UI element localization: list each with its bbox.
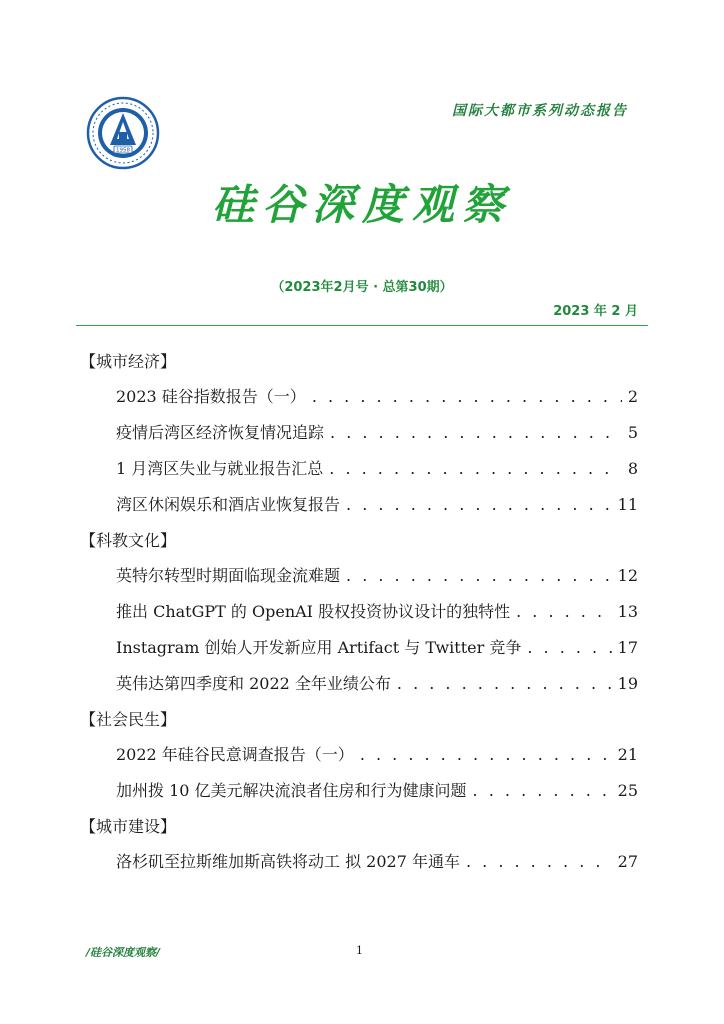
table-of-contents (80, 344, 638, 880)
toc-leader-dots (329, 451, 622, 487)
toc-entry-page: 27 (617, 852, 638, 871)
logo-year: 1958 (116, 147, 130, 154)
toc-leader-dots (346, 558, 612, 594)
toc-entry-title: 加州拨 10 亿美元解决流浪者住房和行为健康问题 (116, 781, 467, 800)
toc-entry-page: 13 (617, 602, 638, 621)
toc-section-heading: 【社会民生】 (80, 710, 177, 729)
toc-leader-dots (397, 666, 612, 702)
toc-entry-title: 湾区休闲娱乐和酒店业恢复报告 (116, 495, 341, 514)
toc-leader-dots (516, 594, 612, 630)
toc-entry-title: 英伟达第四季度和 2022 全年业绩公布 (116, 674, 391, 693)
series-title: 国际大都市系列动态报告 (452, 103, 628, 119)
toc-leader-dots (473, 773, 612, 809)
toc-entry[interactable] (80, 558, 638, 594)
page-number: 1 (356, 944, 363, 957)
toc-section-heading: 【城市经济】 (80, 352, 177, 371)
toc-entry-title: 推出 ChatGPT 的 OpenAI 股权投资协议设计的独特性 (116, 602, 511, 621)
toc-section-heading: 【城市建设】 (80, 817, 177, 836)
toc-entry-page: 2 (627, 387, 638, 406)
toc-entry[interactable] (80, 415, 638, 451)
toc-entry-page: 17 (617, 638, 638, 657)
toc-section-heading: 【科教文化】 (80, 531, 177, 550)
toc-entry-page: 21 (617, 745, 638, 764)
footer-title: /硅谷深度观察/ (86, 946, 161, 959)
toc-entry-title: 2022 年硅谷民意调查报告（一） (116, 745, 354, 764)
toc-entry-title: 洛杉矶至拉斯维加斯高铁将动工 拟 2027 年通车 (116, 852, 460, 871)
toc-entry[interactable] (80, 379, 638, 415)
toc-entry[interactable] (80, 594, 638, 630)
toc-entry-title: 疫情后湾区经济恢复情况追踪 (116, 423, 325, 442)
toc-entry-page: 11 (617, 495, 638, 514)
toc-entry-title: 1 月湾区失业与就业报告汇总 (116, 459, 324, 478)
toc-leader-dots (312, 379, 622, 415)
issue-number: （2023年2月号 · 总第30期） (271, 280, 453, 295)
header-divider (76, 325, 648, 326)
toc-entry[interactable] (80, 666, 638, 702)
toc-leader-dots (527, 630, 611, 666)
toc-entry[interactable] (80, 844, 638, 880)
issue-date: 2023 年 2 月 (553, 304, 638, 319)
toc-leader-dots (466, 844, 612, 880)
toc-leader-dots (360, 737, 612, 773)
toc-entry[interactable] (80, 487, 638, 523)
toc-entry[interactable] (80, 630, 638, 666)
toc-leader-dots (330, 415, 622, 451)
toc-entry-page: 5 (627, 423, 638, 442)
report-title: 硅谷深度观察 (211, 180, 512, 229)
toc-entry-title: Instagram 创始人开发新应用 Artifact 与 Twitter 竞争 (116, 638, 522, 657)
toc-leader-dots (346, 487, 612, 523)
toc-entry-title: 2023 硅谷指数报告（一） (116, 387, 306, 406)
toc-entry-title: 英特尔转型时期面临现金流难题 (116, 566, 341, 585)
toc-entry[interactable] (80, 773, 638, 809)
toc-entry-page: 12 (617, 566, 638, 585)
toc-entry-page: 19 (617, 674, 638, 693)
toc-entry[interactable] (80, 737, 638, 773)
institution-logo (86, 96, 160, 170)
toc-entry-page: 25 (617, 781, 638, 800)
toc-entry-page: 8 (627, 459, 638, 478)
toc-entry[interactable] (80, 451, 638, 487)
institution-seal-icon (86, 96, 160, 170)
